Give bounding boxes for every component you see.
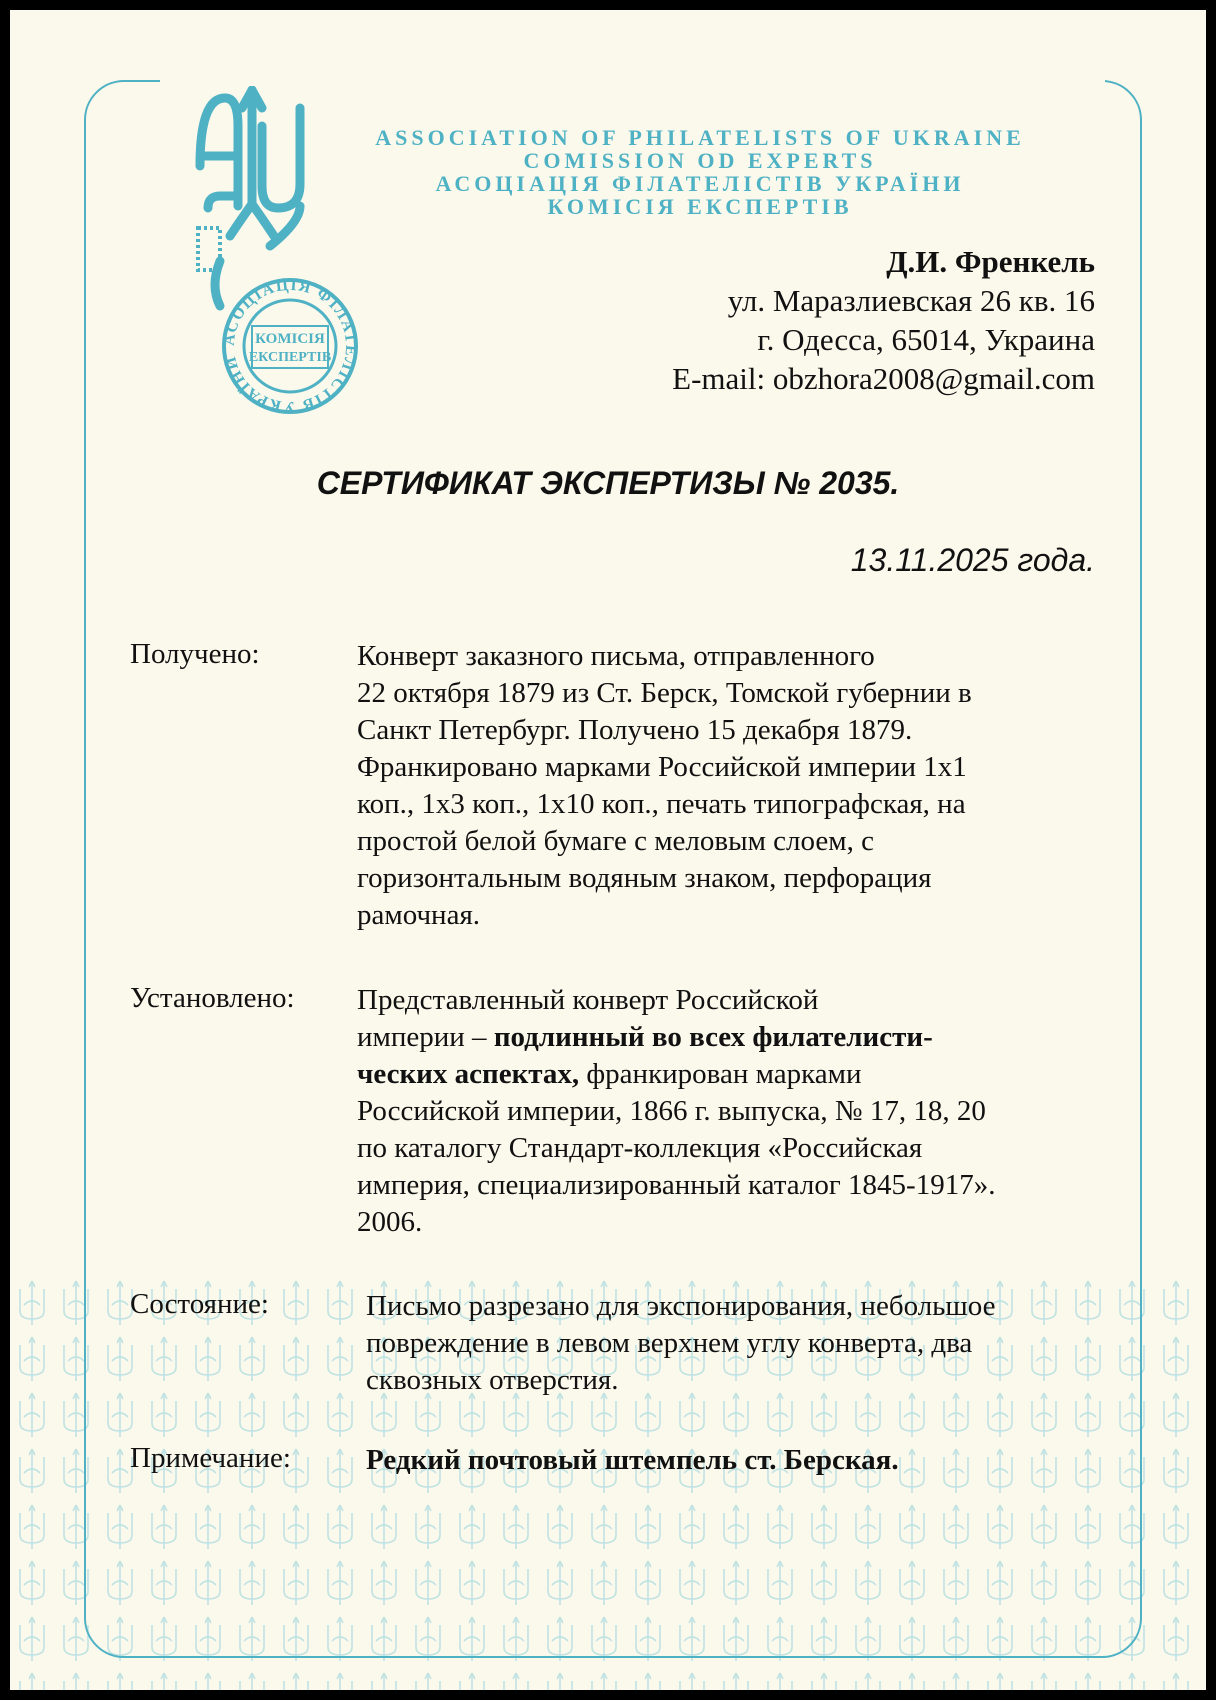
sender-block — [672, 242, 1095, 398]
received-line: простой белой бумаге с меловым слоем, с — [357, 825, 874, 857]
established-line: Представленный конверт Российской — [357, 984, 819, 1016]
seal-center-line1: КОМІСІЯ — [255, 331, 325, 347]
certificate-sheet — [10, 10, 1206, 1690]
header-line-ua-2: КОМІСІЯ ЕКСПЕРТІВ — [547, 194, 853, 219]
association-header — [350, 126, 1050, 218]
established-label: Установлено: — [130, 982, 295, 1014]
established-line: ческих аспектах, франкирован марками — [357, 1058, 862, 1090]
seal-center-line2: ЕКСПЕРТІВ — [248, 350, 332, 365]
condition-line: сквозных отверстия. — [366, 1364, 619, 1396]
note-text: Редкий почтовый штемпель ст. Берская. — [366, 1444, 899, 1476]
note-label: Примечание: — [130, 1442, 291, 1474]
received-line: рамочная. — [357, 899, 481, 931]
sender-address-street: ул. Маразлиевская 26 кв. 16 — [727, 283, 1095, 318]
received-line: 22 октября 1879 из Ст. Берск, Томской губернии в — [357, 677, 972, 709]
established-line: Российской империи, 1866 г. выпуска, № 17, 18, 20 — [357, 1095, 986, 1127]
condition-text — [366, 1288, 1136, 1399]
header-line-en-2: COMISSION OD EXPERTS — [523, 148, 877, 173]
received-line: Санкт Петербург. Получено 15 декабря 1879. — [357, 714, 913, 746]
header-line-ua-1: АСОЦІАЦІЯ ФІЛАТЕЛІСТІВ УКРАЇНИ — [435, 171, 965, 196]
established-line: империя, специализированный каталог 1845-1917». — [357, 1169, 996, 1201]
sender-address-city: г. Одесса, 65014, Украина — [757, 322, 1095, 357]
established-text — [357, 982, 1127, 1241]
certificate-date: 13.11.2025 года. — [850, 542, 1095, 578]
received-line: Конверт заказного письма, отправленного — [357, 640, 875, 672]
established-line: империи – подлинный во всех филателисти- — [357, 1021, 933, 1053]
sender-name: Д.И. Френкель — [886, 244, 1095, 279]
seal-ring-text: АСОЦІАЦІЯ ФІЛАТЕЛІСТІВ УКРАЇНИ — [220, 276, 360, 416]
condition-label: Состояние: — [130, 1288, 269, 1320]
condition-line: Письмо разрезано для экспонирования, небольшое — [366, 1290, 996, 1322]
received-label: Получено: — [130, 638, 260, 670]
certificate-title: СЕРТИФИКАТ ЭКСПЕРТИЗЫ № 2035. — [316, 465, 900, 501]
received-line: коп., 1х3 коп., 1х10 коп., печать типографская, на — [357, 788, 966, 820]
header-line-en-1: ASSOCIATION OF PHILATELISTS OF UKRAINE — [375, 125, 1025, 150]
condition-line: повреждение в левом верхнем углу конверта, два — [366, 1327, 973, 1359]
established-line: по каталогу Стандарт-коллекция «Российская — [357, 1132, 923, 1164]
received-line: горизонтальным водяным знаком, перфорация — [357, 862, 932, 894]
established-line: 2006. — [357, 1206, 423, 1238]
received-text — [357, 638, 1127, 934]
sender-email: E-mail: obzhora2008@gmail.com — [672, 361, 1095, 396]
received-line: Франкировано марками Российской империи 1х1 — [357, 751, 967, 783]
